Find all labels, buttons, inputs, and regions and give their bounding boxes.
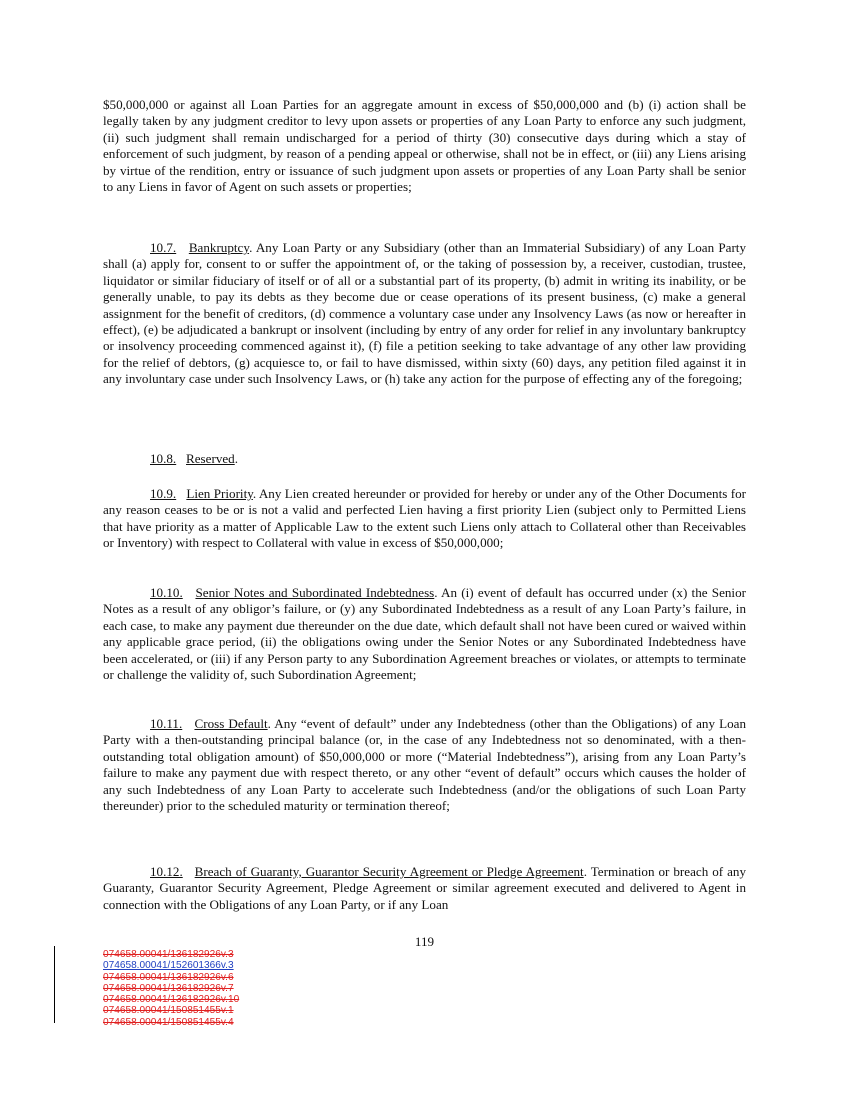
page-number: 119	[414, 934, 435, 949]
section-heading: Reserved	[186, 451, 235, 466]
paragraph-text: $50,000,000 or against all Loan Parties for an aggregate amount in excess of $50,000,000 and (b) (i) action shall be legally taken by any judgment creditor to levy upon assets or properties of any Loan Party to enforce any such judgment, (ii) such judgment shall remain undischarged for a period of thirty (30) consecutive days during which a stay of enforcement of such judgment, by reason of a pending appeal or otherwise, shall not be in effect, or (iii) any Liens arising by virtue of the rendition, entry or issuance of such judgment upon assets or properties of any Loan Party shall be senior to any Liens in favor of Agent on such assets or properties;	[103, 97, 746, 195]
revision-bar	[54, 946, 55, 1023]
section-number: 10.7.	[150, 240, 177, 255]
section-10-12	[103, 864, 746, 913]
section-body: . An (i) event of default has occurred under (x) the Senior Notes as a result of any obligor’s failure, or (y) any Subordinated Indebtedness as a result of any Loan Party’s failure, in each case, to make any payment due thereunder on the due date, which default shall not have been cured or waived within any applicable grace period, (ii) the obligations owing under the Senior Notes or any Subordinated Indebtedness have been accelerated, or (iii) if any Person party to any Subordination Agreement breaches or violates, or attempts to terminate or challenge the validity of, such Subordination Agreement;	[103, 585, 746, 683]
document-id-deleted: 074658.00041/136182926v.7	[103, 982, 234, 994]
section-heading: Senior Notes and Subordinated Indebtedness	[195, 585, 435, 600]
section-body: . Any Loan Party or any Subsidiary (other than an Immaterial Subsidiary) of any Loan Party shall (a) apply for, consent to or suffer the appointment of, or the taking of possession by, a receiver, custodian, trustee, liquidator or similar fiduciary of itself or of all or a substantial part of its property, (b) admit in writing its inability, or be generally unable, to pay its debts as they become due or cease operations of its present business, (c) make a general assignment for the benefit of creditors, (d) commence a voluntary case under any Insolvency Laws (as now or hereafter in effect), (e) be adjudicated a bankrupt or insolvent (including by entry of any order for relief in any involuntary bankruptcy or insolvency proceeding commenced against it), (f) file a petition seeking to take advantage of any other law providing for the relief of debtors, (g) acquiesce to, or fail to have dismissed, within sixty (60) days, any petition filed against it in any involuntary case under such Insolvency Laws, or (h) take any action for the purpose of effecting any of the foregoing;	[103, 240, 746, 387]
document-id-stack	[103, 949, 239, 1028]
document-id-deleted: 074658.00041/136182926v.3	[103, 949, 234, 960]
section-body: . Any Lien created hereunder or provided for hereby or under any of the Other Documents for any reason ceases to be or is not a valid and perfected Lien having a first priority Lien (subject only to Permitted Liens that have priority as a matter of Applicable Law to the extent such Liens only attach to Collateral other than Receivables or Inventory) with respect to Collateral with value in excess of $50,000,000;	[103, 486, 746, 551]
section-number: 10.11.	[150, 716, 183, 731]
document-id-deleted: 074658.00041/150851455v.1	[103, 1005, 234, 1017]
section-10-8	[103, 451, 746, 467]
section-heading: Breach of Guaranty, Guarantor Security Agreement or Pledge Agreement	[194, 864, 584, 879]
section-heading: Cross Default	[194, 716, 268, 731]
section-body: . Termination or breach of any Guaranty, Guarantor Security Agreement, Pledge Agreement or similar agreement executed and delivered to Agent in connection with the Obligations of any Loan Party, or if any Loan	[103, 864, 746, 912]
paragraph-continuation	[103, 97, 746, 195]
document-id-deleted: 074658.00041/136182926v.6	[103, 971, 234, 983]
section-number: 10.8.	[150, 451, 177, 466]
section-heading: Lien Priority	[186, 486, 253, 501]
section-10-9	[103, 486, 746, 552]
section-body: . Any “event of default” under any Indebtedness (other than the Obligations) of any Loan Party with a then-outstanding principal balance (or, in the case of any Indebtedness not so denominated, with a then-outstanding total obligation amount) of $50,000,000 or more (“Material Indebtedness”), arising from any Loan Party’s failure to make any payment due with respect thereto, or any other “event of default” occurs which causes the holder of any such Indebtedness of any Loan Party to accelerate such Indebtedness (and/or the obligations of such Loan Party thereunder) prior to the scheduled maturity or termination thereof;	[103, 716, 746, 814]
section-10-10	[103, 585, 746, 683]
section-heading: Bankruptcy	[188, 240, 250, 255]
section-number: 10.12.	[150, 864, 183, 879]
document-id-inserted: 074658.00041/152601366v.3	[103, 960, 234, 972]
section-10-11	[103, 716, 746, 814]
document-id-deleted: 074658.00041/150851455v.4	[103, 1016, 234, 1028]
document-id-deleted: 074658.00041/136182926v.10	[103, 994, 240, 1006]
section-body: .	[234, 451, 239, 466]
section-number: 10.9.	[150, 486, 177, 501]
section-10-7	[103, 240, 746, 388]
section-number: 10.10.	[150, 585, 183, 600]
